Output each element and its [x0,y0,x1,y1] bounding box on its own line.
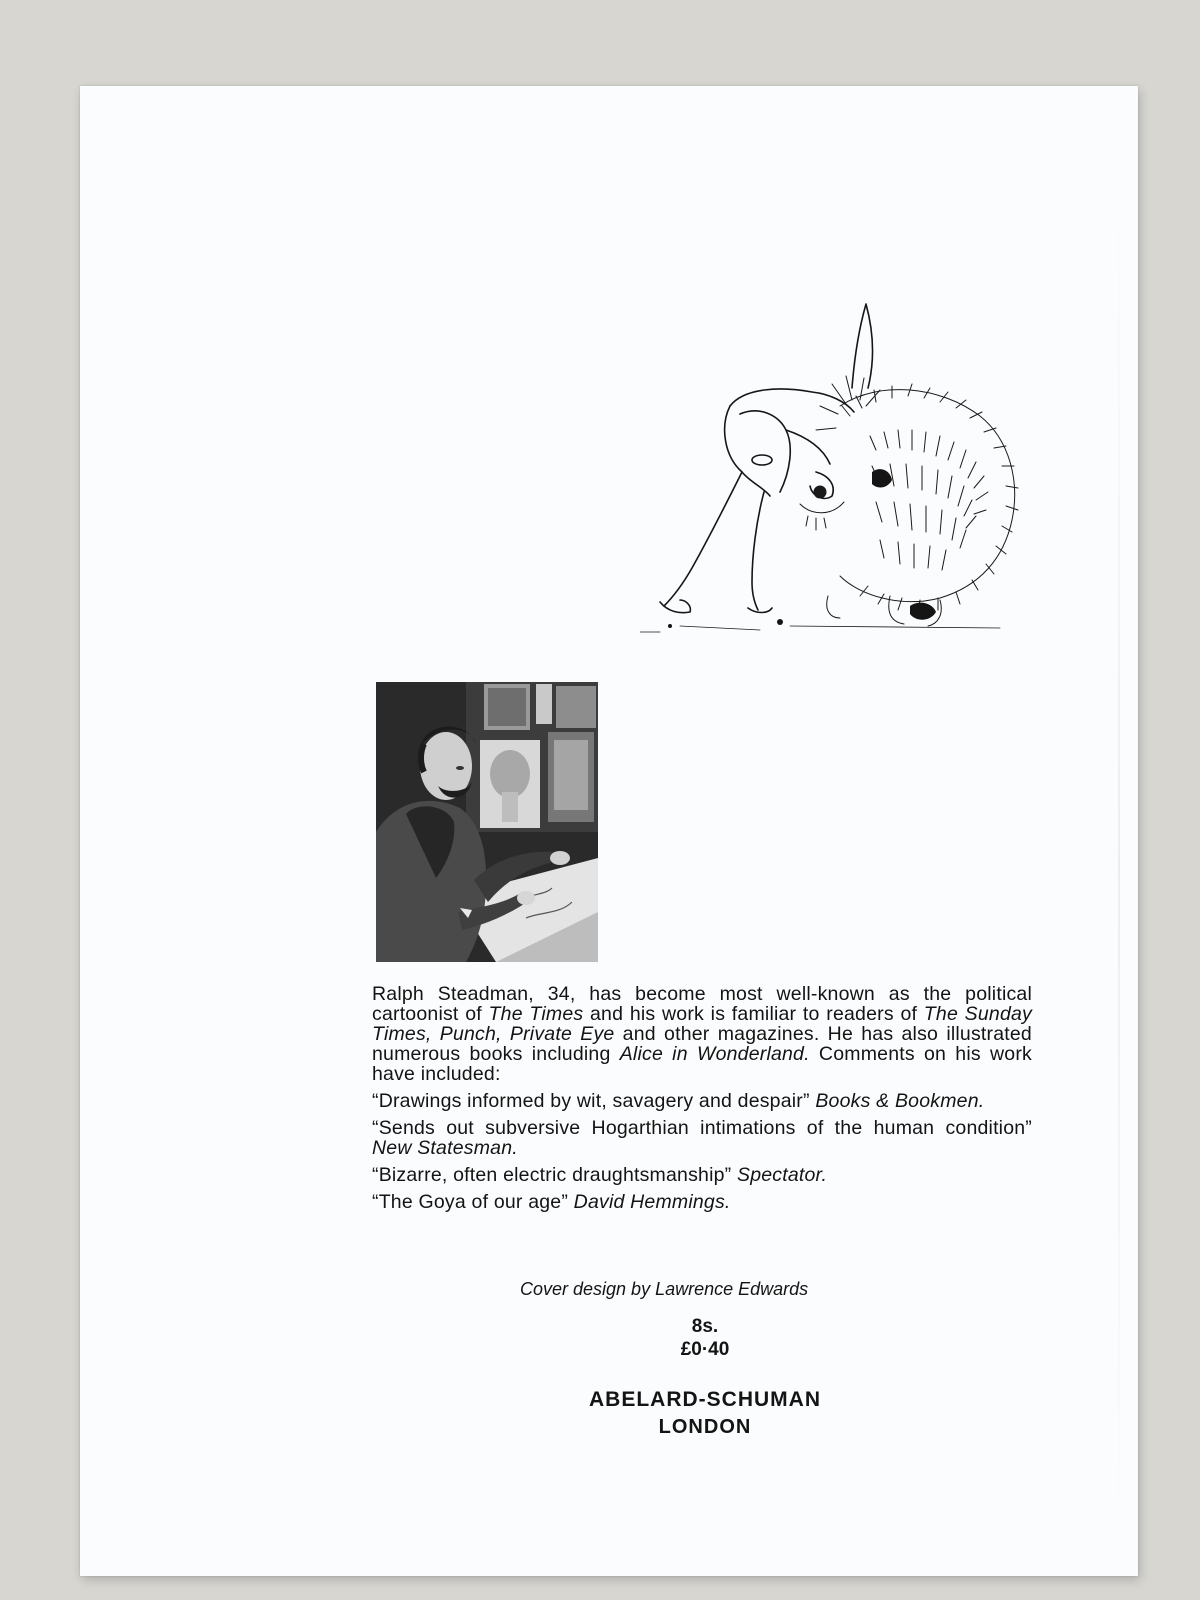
review-quote [372,1118,1032,1158]
publisher-name: ABELARD-SCHUMAN [589,1388,821,1411]
quote-source: Books & Bookmen. [815,1090,985,1112]
quote-text: “Bizarre, often electric draughtsmanship” [372,1164,737,1186]
dog-illustration [640,296,1040,656]
publisher-city: LONDON [658,1416,752,1438]
review-quote [372,1192,1032,1212]
review-quote [372,1091,1032,1111]
price-pounds: £0·40 [680,1339,730,1360]
bio-publications: The Sunday Times, Punch, Private Eye [372,1003,1032,1045]
review-quote [372,1165,1032,1185]
bio-paragraph [372,984,1032,1084]
bio-book-title: Alice in Wonderland. [619,1043,810,1065]
quote-source: New Statesman. [372,1137,518,1159]
quote-text: “Sends out subversive Hogarthian intimations of the human condition” [372,1117,1032,1139]
bio-text: Ralph Steadman, 34, has become most well-known as the political cartoonist of [372,983,1032,1025]
page-edge-shadow [1118,206,1120,1526]
cover-credit: Cover design by Lawrence Edwards [520,1279,809,1299]
quote-text: “Drawings informed by wit, savagery and despair” [372,1090,816,1112]
price-shillings: 8s. [691,1316,719,1337]
quote-text: “The Goya of our age” [372,1191,574,1213]
bio-text: Comments on his work have included: [372,1043,1032,1085]
quote-source: David Hemmings. [573,1191,731,1213]
author-photo [376,682,598,962]
bio-text: and other magazines. He has also illustrated numerous books including [372,1023,1032,1065]
author-photo-artwork [376,682,598,962]
back-cover-page [80,86,1138,1576]
bio-text: and his work is familiar to readers of [583,1003,924,1025]
quote-source: Spectator. [736,1164,828,1186]
author-bio [372,984,1032,1219]
bio-publication: The Times [488,1003,584,1025]
